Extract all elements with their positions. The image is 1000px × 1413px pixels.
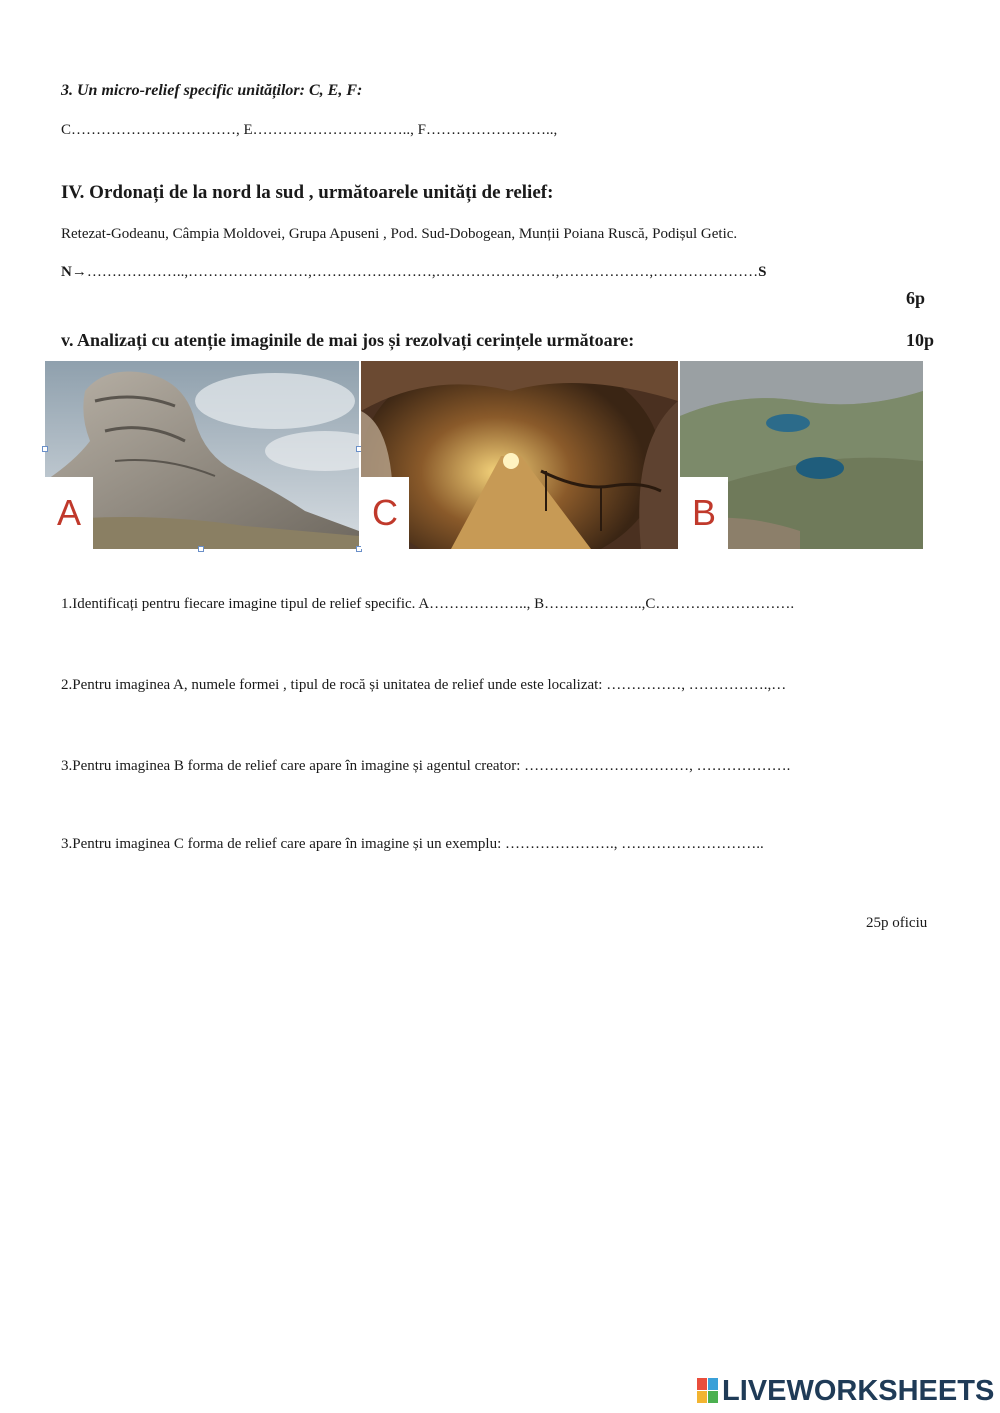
question-4[interactable]: 3.Pentru imaginea C forma de relief care apare în imagine și un exemplu: …………………., ……………………….. bbox=[61, 836, 764, 852]
liveworksheets-logo-icon bbox=[697, 1378, 719, 1404]
photo-a-label: A bbox=[45, 477, 93, 549]
liveworksheets-logo[interactable] bbox=[697, 1374, 994, 1408]
footer-points-note: 25p oficiu bbox=[866, 915, 928, 931]
section5-title: v. Analizați cu atenție imaginile de mai jos și rezolvați cerințele următoare: bbox=[61, 330, 635, 350]
question-3[interactable]: 3.Pentru imaginea B forma de relief care apare în imagine și agentul creator: ……………………………, ………………. bbox=[61, 758, 791, 774]
selection-handle[interactable] bbox=[42, 446, 48, 452]
section4-title: IV. Ordonați de la nord la sud , următoarele unități de relief: bbox=[61, 182, 554, 203]
photo-b-label: B bbox=[680, 477, 728, 549]
section4-points: 6p bbox=[906, 288, 926, 308]
north-marker: N→ bbox=[61, 264, 87, 280]
question-1[interactable]: 1.Identificați pentru fiecare imagine tipul de relief specific. A……………….., B………………..,C………………………. bbox=[61, 596, 795, 612]
section3-answer-blanks[interactable]: C……………………………, E………………………….., F…………………….., bbox=[61, 122, 558, 138]
section3-title: 3. Un micro-relief specific unităților: C, E, F: bbox=[61, 82, 363, 99]
section4-units-list: Retezat-Godeanu, Câmpia Moldovei, Grupa Apuseni , Pod. Sud-Dobogean, Munții Poiana Ruscă, Podișul Getic. bbox=[61, 226, 738, 242]
photo-b bbox=[680, 361, 923, 549]
question-2[interactable]: 2.Pentru imaginea A, numele formei , tipul de rocă și unitatea de relief unde este localizat: ……………, …………….,… bbox=[61, 677, 787, 693]
photo-c-label: C bbox=[361, 477, 409, 549]
brand-name: LIVEWORKSHEETS bbox=[722, 1374, 995, 1407]
section4-order-line[interactable] bbox=[61, 264, 766, 281]
photo-a bbox=[45, 361, 359, 549]
south-marker: S bbox=[758, 264, 767, 280]
order-blanks[interactable]: ………………..,……………………,……………………,……………………,………………,………………… bbox=[86, 264, 759, 280]
photo-c bbox=[361, 361, 678, 549]
selection-handle[interactable] bbox=[198, 546, 204, 552]
section5-points: 10p bbox=[906, 330, 935, 350]
